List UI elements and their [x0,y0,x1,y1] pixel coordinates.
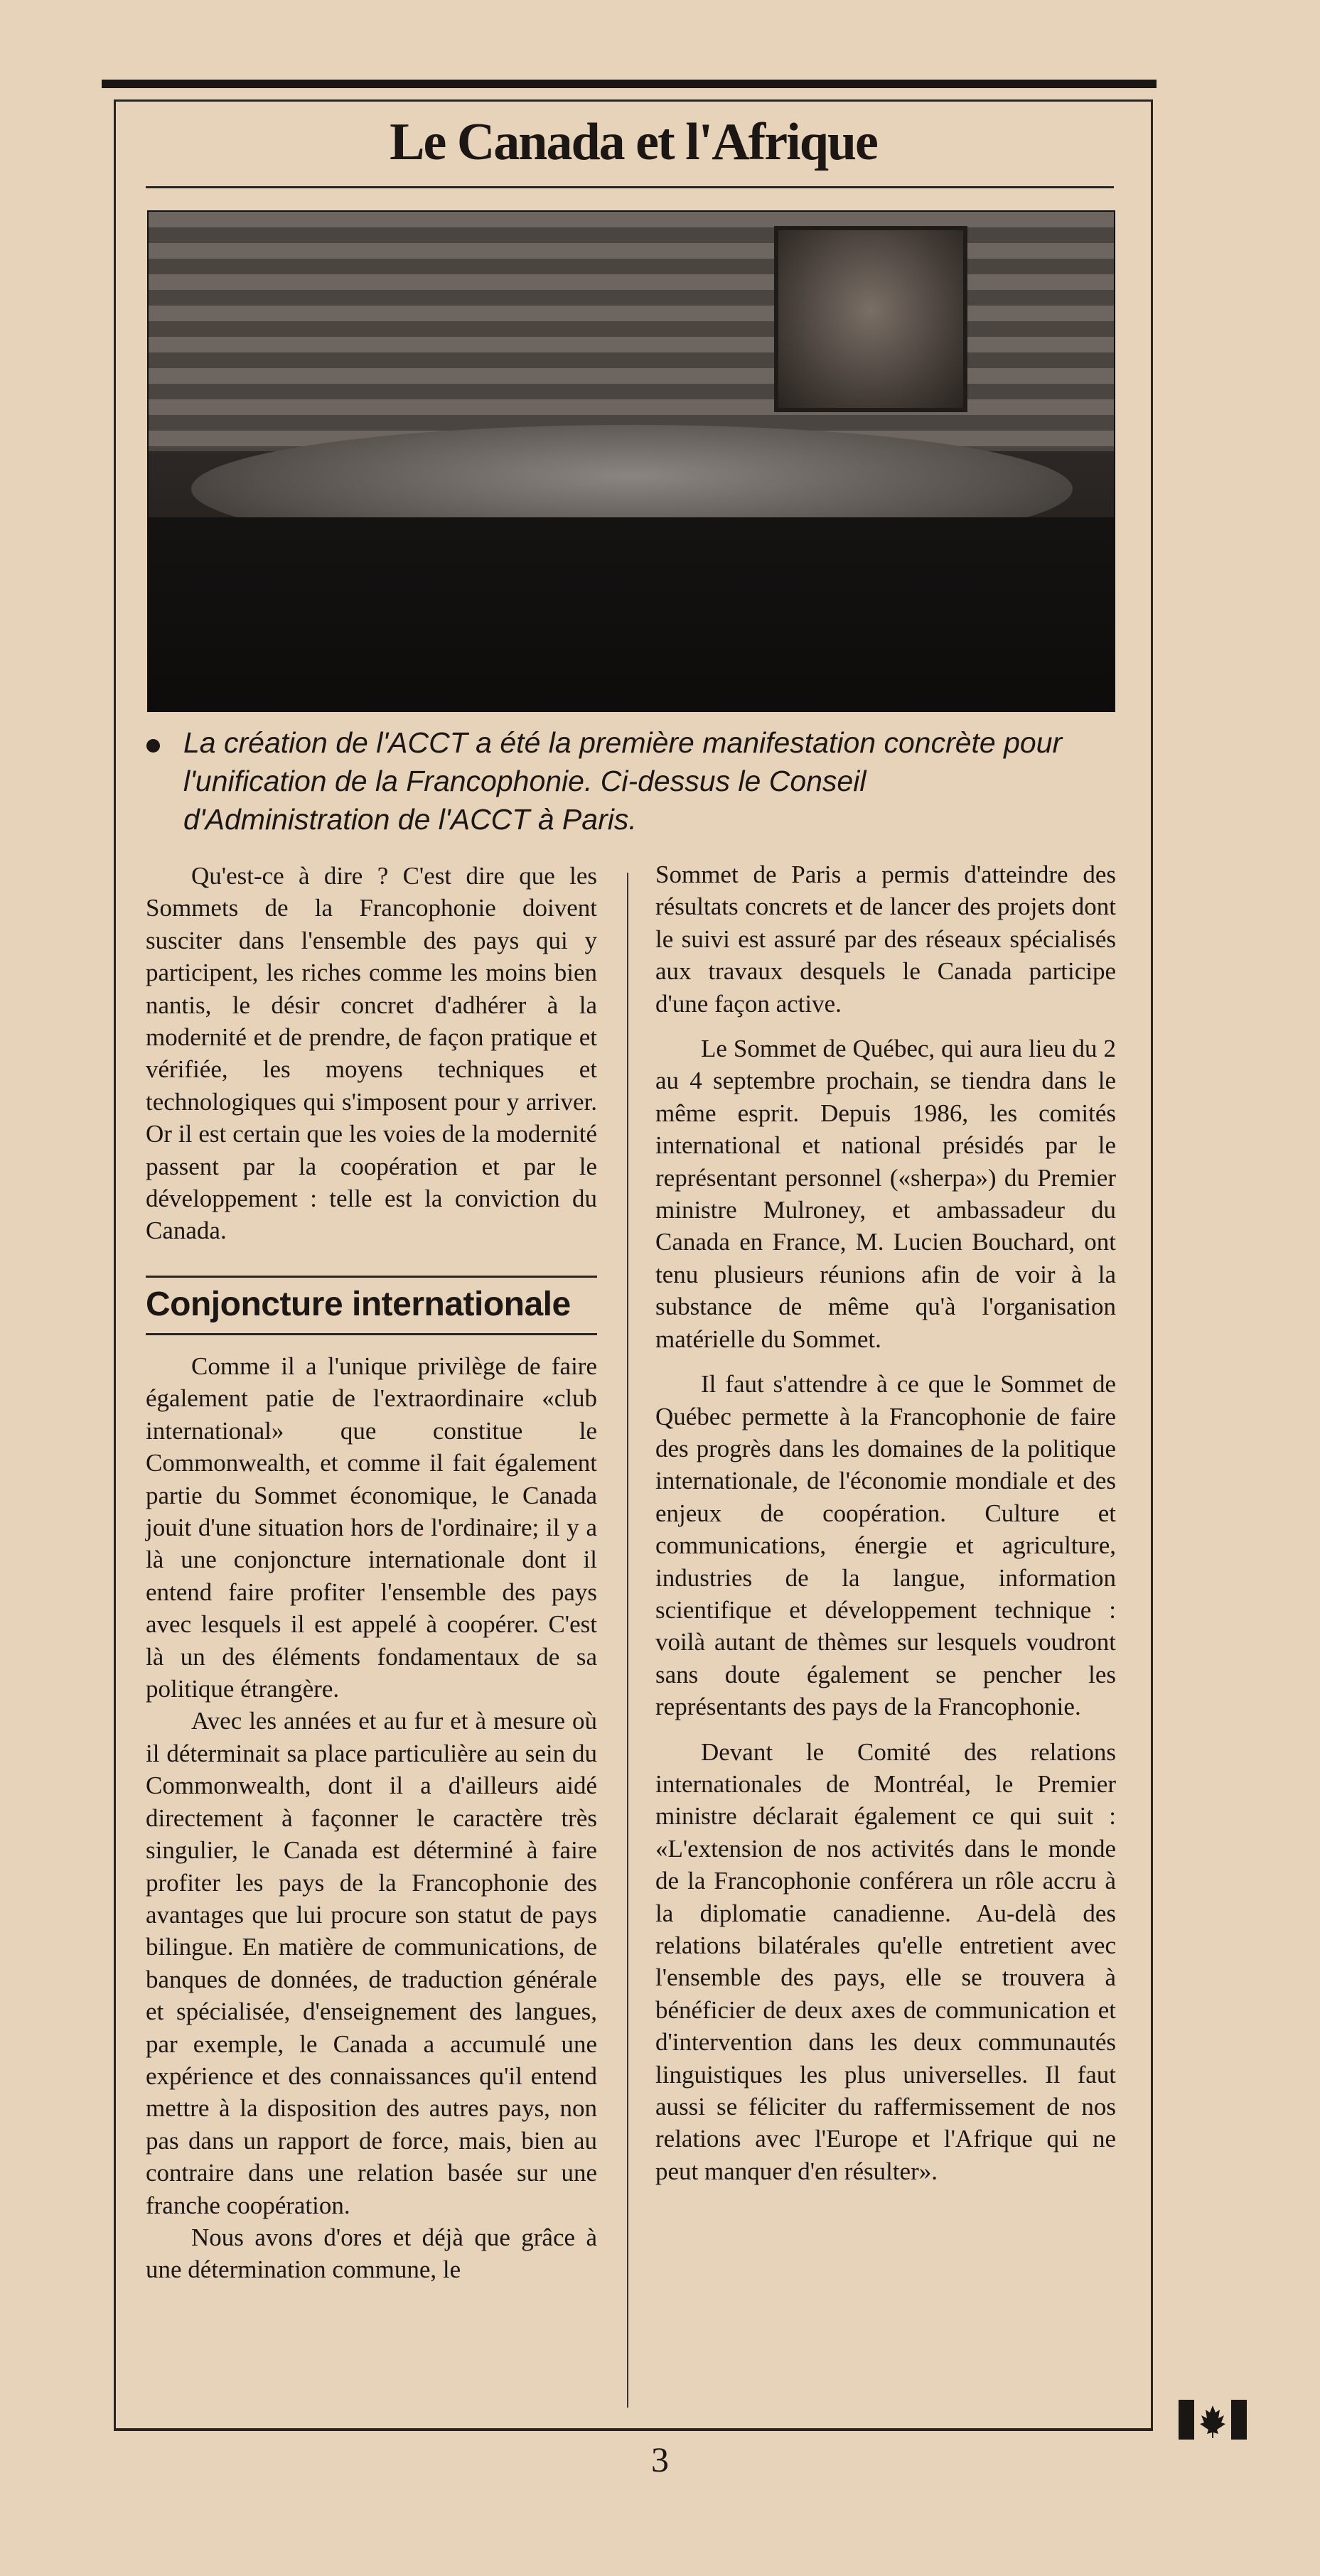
page-number: 3 [651,2440,669,2479]
paragraph: Comme il a l'unique privilège de faire également patie de l'extraordinaire «club international» que constitue le Commonwealth, et comme il fait également partie du Sommet économique, le Canada jouit d'une situation hors de l'ordinaire; il y a là une conjoncture internationale dont il entend faire profiter l'ensemble des pays avec lesquels il est appelé à coopérer. C'est là un des éléments fondamentaux de sa politique étrangère. [146,1352,597,1703]
meeting-photo [147,210,1115,712]
caption-text: La création de l'ACCT a été la première manifestation concrète pour l'unification de la Francophonie. Ci-dessus le Conseil d'Administration de l'ACCT à Paris. [183,726,1063,836]
subheading-rule-bottom [146,1333,597,1335]
paragraph: Avec les années et au fur et à mesure où il déterminait sa place particulière au sein du Commonwealth, dont il a d'ailleurs aidé directement à façonner le caractère très singulier, le Canada est déterminé à faire profiter les pays de la Francophonie des avantages que lui procure son statut de pays bilingue. En matière de communications, de banques de données, de traduction générale et spécialisée, d'enseignement des langues, par exemple, le Canada a accumulé une expérience et des connaissances qu'il entend mettre à la disposition des autres pays, non pas dans un rapport de force, mais, bien au contraire dans une relation basée sur une franche coopération. [146,1707,597,2219]
photo-caption [142,723,1080,839]
photo-tapestry [774,226,967,412]
page-title: Le Canada et l'Afrique [390,113,877,171]
paragraph: Qu'est-ce à dire ? C'est dire que les Sommets de la Francophonie doivent susciter dans l'ensemble des pays qui y participent, les riches comme les moins bien nantis, le désir concret d'adhérer à la modernité et de prendre, de façon pratique et vérifiée, les moyens techniques et technologiques qui s'imposent pour y arriver. Or il est certain que les voies de la modernité passent par la coopération et par le développement : telle est la conviction du Canada. [146,862,597,1245]
paragraph: Devant le Comité des relations internationales de Montréal, le Premier ministre déclarait également ce qui suit : «L'extension de nos activités dans le monde de la Francophonie conférera un rôle accru à la diplomatie canadienne. Au-delà des relations bilatérales qu'elle entretient avec l'ensemble des pays, elle se trouvera à bénéficier de deux axes de communication et d'intervention dans les deux communautés linguistiques les plus universelles. Il faut aussi se féliciter du raffermissement de nos relations avec l'Europe et l'Afrique qui ne peut manquer d'en résulter». [655,1737,1116,2185]
paragraph: Il faut s'attendre à ce que le Sommet de Québec permette à la Francophonie de faire des progrès dans les domaines de la politique internationale, de l'économie mondiale et des enjeux de coopération. Culture et communications, énergie et agriculture, industries de la langue, information scientifique et développement technique : voilà autant de thèmes sur lesquels voudront sans doute également se pencher les représentants des pays de la Francophonie. [655,1370,1116,1721]
canada-flag-icon [1177,2397,1248,2442]
paragraph: Sommet de Paris a permis d'atteindre des résultats concrets et de lancer des projets dont le suivi est assuré par des réseaux spécialisés aux travaux desquels le Canada participe d'une façon active. [655,861,1116,1018]
right-column [655,858,1116,2187]
photo-wall [149,212,1114,451]
bottom-rule [114,2429,1153,2431]
paragraph: Le Sommet de Québec, qui aura lieu du 2 au 4 septembre prochain, se tiendra dans le même esprit. Depuis 1986, les comités international et national présidés par le représentant personnel («sherpa») du Premier ministre Mulroney, et ambassadeur du Canada en France, M. Lucien Bouchard, ont tenu plusieurs réunions afin de voir à la substance de même qu'à l'organisation matérielle du Sommet. [655,1035,1116,1353]
left-column [146,860,597,1247]
paragraph: Nous avons d'ores et déjà que grâce à une détermination commune, le [146,2223,597,2284]
column-divider [627,873,628,2408]
subheading: Conjoncture internationale [146,1286,571,1323]
title-rule [146,186,1114,188]
bullet-icon [146,739,160,753]
left-column-continued [146,1350,597,2286]
top-rule [102,80,1157,88]
photo-attendees [149,517,1114,712]
subheading-rule-top [146,1276,597,1278]
